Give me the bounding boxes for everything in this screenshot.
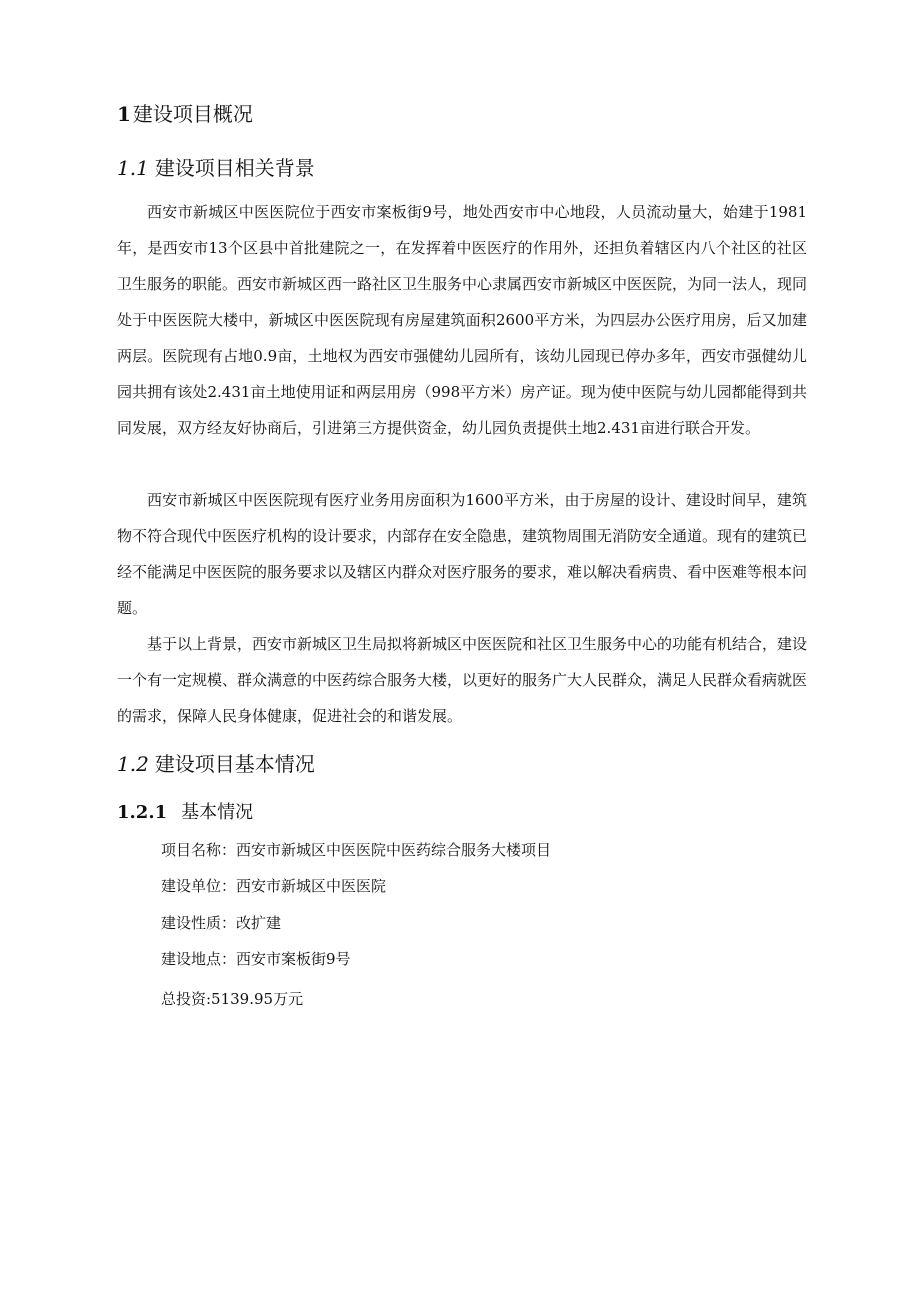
info-line-project-name: 项目名称：西安市新城区中医医院中医药综合服务大楼项目 (161, 841, 552, 859)
section-heading-1 (117, 98, 253, 130)
section-title: 建设项目基本情况 (154, 752, 315, 776)
info-line-investment: 总投资:5139.95万元 (161, 990, 304, 1008)
section-number: 1 (117, 102, 131, 126)
section-heading-1-1 (117, 152, 315, 184)
info-line-location: 建设地点：西安市案板街9号 (161, 950, 351, 968)
body-paragraph: 西安市新城区中医医院现有医疗业务用房面积为1600平方米，由于房屋的设计、建设时间早，建筑物不符合现代中医医疗机构的设计要求，内部存在安全隐患，建筑物周围无消防安全通道。现有的建筑已经不能满足中医医院的服务要求以及辖区内群众对医疗服务的要求，难以解决看病贵、看中医难等根本问题。 (117, 491, 808, 617)
info-line-builder: 建设单位：西安市新城区中医医院 (161, 877, 387, 895)
body-paragraph: 基于以上背景，西安市新城区卫生局拟将新城区中医医院和社区卫生服务中心的功能有机结合，建设一个有一定规模、群众满意的中医药综合服务大楼，以更好的服务广大人民群众，满足人民群众看病就医的需求，保障人民身体健康，促进社会的和谐发展。 (117, 635, 808, 725)
section-title: 建设项目概况 (132, 102, 253, 126)
section-title: 基本情况 (181, 802, 254, 823)
section-number: 1.1 (117, 156, 149, 180)
section-number: 1.2.1 (117, 802, 168, 823)
body-paragraph: 西安市新城区中医医院位于西安市案板街9号，地处西安市中心地段，人员流动量大，始建于1981年，是西安市13个区县中首批建院之一，在发挥着中医医疗的作用外，还担负着辖区内八个社区的社区卫生服务的职能。西安市新城区西一路社区卫生服务中心隶属西安市新城区中医医院，为同一法人，现同处于中医医院大楼中，新城区中医医院现有房屋建筑面积2600平方米，为四层办公医疗用房，后又加建两层。医院现有占地0.9亩，土地权为西安市强健幼儿园所有，该幼儿园现已停办多年，西安市强健幼儿园共拥有该处2.431亩土地使用证和两层用房（998平方米）房产证。现为使中医院与幼儿园都能得到共同发展，双方经友好协商后，引进第三方提供资金，幼儿园负责提供土地2.431亩进行联合开发。 (117, 203, 808, 437)
section-title: 建设项目相关背景 (154, 156, 315, 180)
section-heading-1-2 (117, 748, 315, 780)
section-number: 1.2 (117, 752, 149, 776)
info-line-nature: 建设性质：改扩建 (161, 914, 282, 932)
section-heading-1-2-1 (117, 797, 253, 829)
